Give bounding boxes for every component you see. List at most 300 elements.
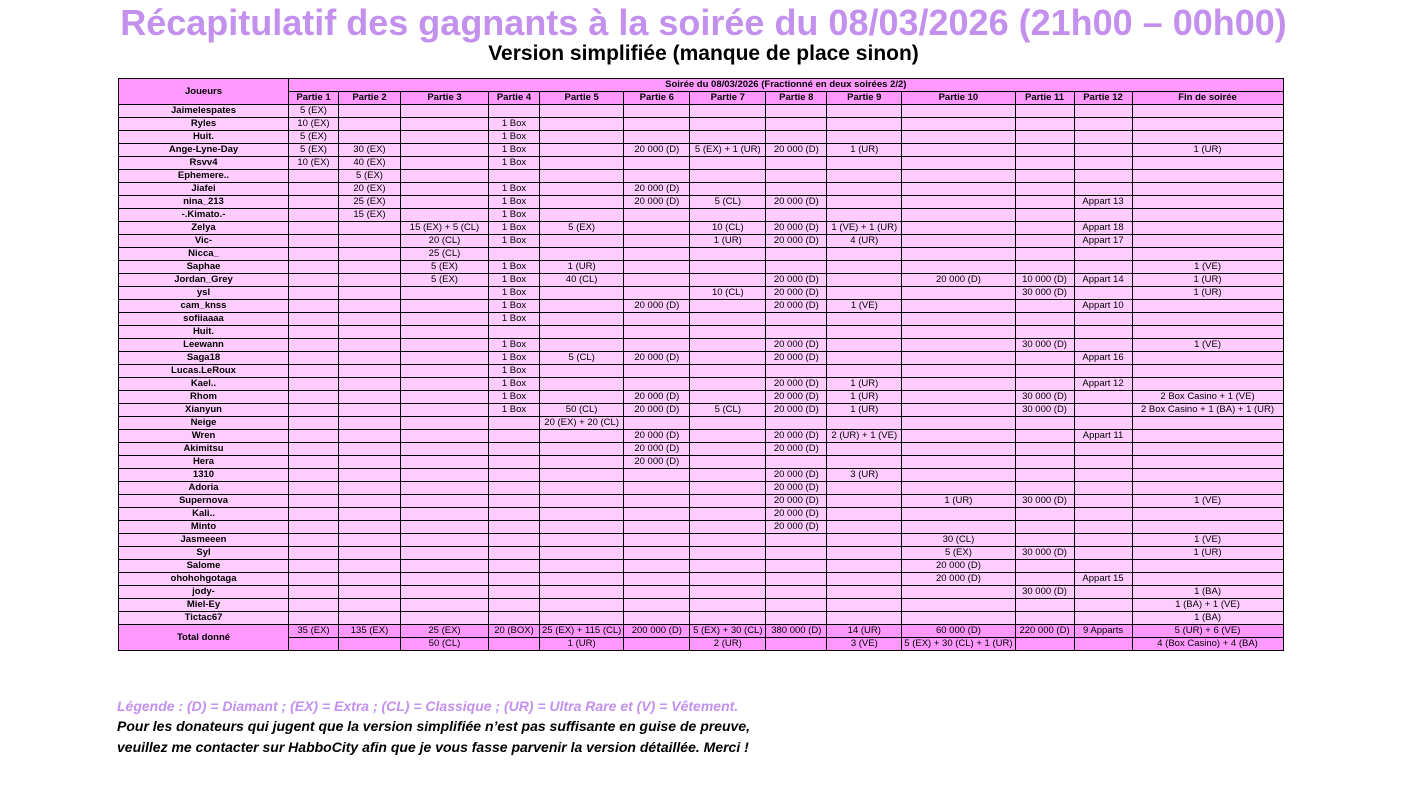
table-cell: 30 000 (D): [1015, 404, 1074, 417]
table-cell: [827, 521, 902, 534]
table-cell: [902, 118, 1015, 131]
table-cell: Appart 17: [1074, 235, 1132, 248]
table-cell: 1 (VE): [1132, 339, 1283, 352]
table-cell: [1015, 534, 1074, 547]
table-cell: 20 000 (D): [766, 508, 827, 521]
column-header-row: [119, 92, 1284, 105]
table-cell: [1015, 469, 1074, 482]
table-cell: [540, 365, 624, 378]
table-cell: 1 Box: [489, 131, 540, 144]
table-cell: [690, 469, 766, 482]
table-cell: [401, 391, 489, 404]
column-header: Partie 2: [339, 92, 401, 105]
table-cell: 5 (EX): [401, 274, 489, 287]
table-row: [119, 521, 1284, 534]
table-cell: [339, 430, 401, 443]
table-cell: 1 Box: [489, 157, 540, 170]
table-cell: [624, 274, 690, 287]
table-cell: 1 (BA): [1132, 612, 1283, 625]
table-cell: [339, 443, 401, 456]
table-cell: [1132, 326, 1283, 339]
table-cell: 20 000 (D): [902, 274, 1015, 287]
table-cell: [289, 378, 339, 391]
table-cell: [401, 339, 489, 352]
player-name: Rsvv4: [119, 157, 289, 170]
table-cell: [339, 287, 401, 300]
player-name: Vic-: [119, 235, 289, 248]
total-cell: 60 000 (D): [902, 625, 1015, 638]
table-row: [119, 326, 1284, 339]
table-cell: [902, 391, 1015, 404]
table-cell: [1015, 261, 1074, 274]
table-cell: [339, 508, 401, 521]
table-cell: [401, 482, 489, 495]
table-cell: 1 Box: [489, 300, 540, 313]
table-cell: [289, 599, 339, 612]
table-cell: [339, 573, 401, 586]
table-cell: [690, 612, 766, 625]
table-cell: [1132, 248, 1283, 261]
table-row: [119, 586, 1284, 599]
table-cell: [827, 339, 902, 352]
table-cell: [827, 599, 902, 612]
table-cell: [766, 105, 827, 118]
table-cell: 20 (CL): [401, 235, 489, 248]
total-cell: 35 (EX): [289, 625, 339, 638]
table-cell: 5 (CL): [690, 196, 766, 209]
player-name: Rhom: [119, 391, 289, 404]
table-cell: [902, 586, 1015, 599]
table-row: [119, 495, 1284, 508]
table-cell: [766, 560, 827, 573]
table-cell: 1 Box: [489, 144, 540, 157]
table-cell: 20 000 (D): [766, 144, 827, 157]
table-cell: [1132, 196, 1283, 209]
table-cell: [401, 417, 489, 430]
table-cell: 20 000 (D): [766, 287, 827, 300]
table-cell: [827, 105, 902, 118]
table-cell: [489, 560, 540, 573]
table-cell: [902, 222, 1015, 235]
table-cell: [1015, 352, 1074, 365]
table-cell: [766, 547, 827, 560]
player-name: Jiafei: [119, 183, 289, 196]
table-cell: [401, 118, 489, 131]
table-cell: [339, 547, 401, 560]
table-cell: [489, 547, 540, 560]
table-cell: [624, 599, 690, 612]
table-cell: [339, 313, 401, 326]
player-name: Saphae: [119, 261, 289, 274]
table-cell: [827, 365, 902, 378]
table-cell: [401, 573, 489, 586]
table-cell: [827, 313, 902, 326]
table-cell: [289, 365, 339, 378]
table-cell: [1074, 508, 1132, 521]
table-cell: [827, 495, 902, 508]
table-cell: [289, 430, 339, 443]
table-cell: [1074, 534, 1132, 547]
table-cell: [401, 209, 489, 222]
table-cell: [401, 196, 489, 209]
table-cell: [1074, 482, 1132, 495]
table-cell: [1015, 573, 1074, 586]
table-cell: [690, 118, 766, 131]
table-row: [119, 274, 1284, 287]
table-cell: [690, 391, 766, 404]
table-cell: [827, 456, 902, 469]
table-cell: [1132, 573, 1283, 586]
total-cell: [489, 638, 540, 651]
table-row: [119, 248, 1284, 261]
table-cell: [401, 326, 489, 339]
table-cell: [902, 352, 1015, 365]
table-cell: [1132, 313, 1283, 326]
table-cell: [1015, 157, 1074, 170]
table-cell: 30 000 (D): [1015, 339, 1074, 352]
table-cell: [690, 248, 766, 261]
table-cell: [1132, 521, 1283, 534]
table-cell: Appart 12: [1074, 378, 1132, 391]
total-cell: 5 (EX) + 30 (CL) + 1 (UR): [902, 638, 1015, 651]
table-cell: 30 000 (D): [1015, 391, 1074, 404]
table-row: [119, 547, 1284, 560]
table-cell: 5 (CL): [690, 404, 766, 417]
table-cell: [289, 313, 339, 326]
table-row: [119, 339, 1284, 352]
table-cell: [827, 482, 902, 495]
table-cell: [339, 118, 401, 131]
table-cell: 1 (UR): [1132, 144, 1283, 157]
total-cell: 3 (VE): [827, 638, 902, 651]
table-cell: [401, 456, 489, 469]
table-cell: Appart 16: [1074, 352, 1132, 365]
table-cell: 20 000 (D): [766, 222, 827, 235]
table-cell: [339, 131, 401, 144]
table-cell: [540, 287, 624, 300]
table-cell: [339, 469, 401, 482]
table-cell: [766, 248, 827, 261]
table-cell: [902, 521, 1015, 534]
table-cell: [1074, 521, 1132, 534]
table-row: [119, 430, 1284, 443]
column-header: Partie 5: [540, 92, 624, 105]
table-cell: [827, 118, 902, 131]
table-cell: [540, 469, 624, 482]
table-cell: [690, 300, 766, 313]
player-name: sofiiaaaa: [119, 313, 289, 326]
table-cell: [902, 599, 1015, 612]
table-cell: 10 (EX): [289, 157, 339, 170]
total-cell: 135 (EX): [339, 625, 401, 638]
table-cell: 1 Box: [489, 365, 540, 378]
table-cell: Appart 15: [1074, 573, 1132, 586]
table-cell: [1132, 170, 1283, 183]
player-name: Adoria: [119, 482, 289, 495]
player-name: Zelya: [119, 222, 289, 235]
table-cell: [489, 482, 540, 495]
column-header: Partie 7: [690, 92, 766, 105]
player-name: Salome: [119, 560, 289, 573]
table-cell: [1074, 157, 1132, 170]
table-cell: [1015, 365, 1074, 378]
table-cell: [766, 326, 827, 339]
table-cell: 10 (EX): [289, 118, 339, 131]
table-cell: 20 000 (D): [766, 235, 827, 248]
table-cell: 20 000 (D): [624, 183, 690, 196]
table-cell: [902, 196, 1015, 209]
table-cell: [902, 430, 1015, 443]
table-cell: [339, 365, 401, 378]
table-cell: [1074, 248, 1132, 261]
player-name: Tictac67: [119, 612, 289, 625]
table-cell: 1 Box: [489, 118, 540, 131]
table-cell: [766, 183, 827, 196]
table-cell: [289, 560, 339, 573]
table-cell: 20 000 (D): [766, 196, 827, 209]
table-cell: [1074, 404, 1132, 417]
table-cell: [339, 274, 401, 287]
table-cell: [489, 521, 540, 534]
table-cell: [1074, 391, 1132, 404]
table-cell: [1015, 430, 1074, 443]
table-cell: 10 (CL): [690, 287, 766, 300]
table-cell: [827, 157, 902, 170]
table-cell: [339, 378, 401, 391]
table-cell: [401, 287, 489, 300]
table-cell: 20 000 (D): [624, 391, 690, 404]
table-cell: [1015, 209, 1074, 222]
total-cell: [289, 638, 339, 651]
table-cell: 20 000 (D): [766, 469, 827, 482]
table-cell: 20 000 (D): [766, 495, 827, 508]
table-cell: 1 (UR): [1132, 274, 1283, 287]
table-cell: [1015, 222, 1074, 235]
table-cell: [489, 248, 540, 261]
table-cell: 20 000 (D): [624, 300, 690, 313]
table-cell: [902, 170, 1015, 183]
table-cell: [540, 612, 624, 625]
table-cell: 20 000 (D): [902, 573, 1015, 586]
table-cell: [624, 417, 690, 430]
player-name: Jasmeeen: [119, 534, 289, 547]
table-cell: [540, 508, 624, 521]
table-cell: [766, 612, 827, 625]
table-cell: [1132, 378, 1283, 391]
table-cell: 1 Box: [489, 391, 540, 404]
table-cell: Appart 10: [1074, 300, 1132, 313]
table-cell: [624, 222, 690, 235]
player-name: cam_knss: [119, 300, 289, 313]
table-row: [119, 534, 1284, 547]
table-cell: 1 (UR): [690, 235, 766, 248]
table-cell: 20 000 (D): [624, 404, 690, 417]
table-cell: [766, 118, 827, 131]
table-cell: [1015, 131, 1074, 144]
table-cell: [339, 339, 401, 352]
table-cell: [339, 495, 401, 508]
table-cell: [1015, 183, 1074, 196]
total-cell: 14 (UR): [827, 625, 902, 638]
table-cell: 30 000 (D): [1015, 495, 1074, 508]
table-cell: [540, 599, 624, 612]
table-cell: [624, 105, 690, 118]
winners-table: [118, 78, 1284, 651]
table-cell: [624, 313, 690, 326]
player-name: Huit.: [119, 326, 289, 339]
table-cell: [1015, 521, 1074, 534]
table-cell: [1074, 287, 1132, 300]
table-cell: [401, 157, 489, 170]
table-cell: [489, 469, 540, 482]
table-cell: [289, 547, 339, 560]
table-cell: 20 000 (D): [766, 404, 827, 417]
table-cell: [624, 248, 690, 261]
table-row: [119, 404, 1284, 417]
table-cell: [902, 235, 1015, 248]
table-cell: [902, 482, 1015, 495]
table-cell: 20 000 (D): [624, 430, 690, 443]
table-cell: [1074, 443, 1132, 456]
table-cell: [1132, 118, 1283, 131]
table-cell: [540, 131, 624, 144]
table-cell: [1132, 105, 1283, 118]
table-cell: [401, 521, 489, 534]
table-cell: [401, 430, 489, 443]
table-cell: [540, 157, 624, 170]
table-cell: [827, 326, 902, 339]
player-name: Saga18: [119, 352, 289, 365]
table-cell: 3 (UR): [827, 469, 902, 482]
table-cell: [401, 586, 489, 599]
table-cell: [766, 170, 827, 183]
table-cell: [690, 560, 766, 573]
column-header: Partie 4: [489, 92, 540, 105]
table-cell: 20 000 (D): [624, 352, 690, 365]
table-row: [119, 417, 1284, 430]
table-cell: [289, 521, 339, 534]
table-cell: [289, 274, 339, 287]
table-cell: [690, 131, 766, 144]
table-cell: 1 (UR): [902, 495, 1015, 508]
column-header: Partie 1: [289, 92, 339, 105]
table-cell: [401, 495, 489, 508]
table-cell: [902, 456, 1015, 469]
table-cell: [401, 170, 489, 183]
table-cell: [766, 573, 827, 586]
table-cell: [540, 443, 624, 456]
table-cell: 1 (UR): [1132, 287, 1283, 300]
table-cell: [489, 495, 540, 508]
table-row: [119, 235, 1284, 248]
table-cell: 1 (UR): [540, 261, 624, 274]
table-cell: [401, 547, 489, 560]
table-cell: [1015, 105, 1074, 118]
table-cell: [827, 196, 902, 209]
table-cell: [401, 105, 489, 118]
table-cell: [1074, 118, 1132, 131]
table-cell: [540, 209, 624, 222]
table-cell: 5 (EX): [401, 261, 489, 274]
table-cell: 1 (UR): [827, 378, 902, 391]
table-cell: 15 (EX) + 5 (CL): [401, 222, 489, 235]
table-cell: [690, 456, 766, 469]
table-cell: [1132, 300, 1283, 313]
table-cell: [289, 508, 339, 521]
total-cell: [1074, 638, 1132, 651]
table-cell: [690, 183, 766, 196]
table-cell: 2 Box Casino + 1 (VE): [1132, 391, 1283, 404]
table-cell: [1015, 300, 1074, 313]
table-cell: [289, 404, 339, 417]
table-cell: [766, 313, 827, 326]
column-header: Partie 10: [902, 92, 1015, 105]
table-cell: [1074, 183, 1132, 196]
table-cell: [1132, 183, 1283, 196]
table-cell: [827, 560, 902, 573]
table-cell: [827, 508, 902, 521]
table-cell: [766, 599, 827, 612]
table-cell: [1074, 131, 1132, 144]
table-row: [119, 131, 1284, 144]
table-cell: 1 Box: [489, 287, 540, 300]
table-cell: 25 (CL): [401, 248, 489, 261]
table-row: [119, 313, 1284, 326]
table-cell: [1074, 144, 1132, 157]
table-cell: 15 (EX): [339, 209, 401, 222]
table-cell: [1015, 326, 1074, 339]
table-cell: [1132, 222, 1283, 235]
table-cell: 5 (EX) + 1 (UR): [690, 144, 766, 157]
table-cell: [289, 456, 339, 469]
player-name: Kael..: [119, 378, 289, 391]
table-row: [119, 183, 1284, 196]
table-cell: [902, 326, 1015, 339]
table-cell: [690, 521, 766, 534]
table-cell: [1074, 170, 1132, 183]
table-cell: [401, 352, 489, 365]
table-cell: Appart 11: [1074, 430, 1132, 443]
table-cell: [401, 378, 489, 391]
table-cell: Appart 18: [1074, 222, 1132, 235]
table-cell: [902, 404, 1015, 417]
table-cell: [902, 313, 1015, 326]
table-cell: 20 000 (D): [902, 560, 1015, 573]
table-cell: [624, 573, 690, 586]
table-cell: [540, 183, 624, 196]
table-cell: [339, 248, 401, 261]
table-cell: [1015, 560, 1074, 573]
total-cell: 20 (BOX): [489, 625, 540, 638]
table-cell: [827, 287, 902, 300]
table-cell: 30 000 (D): [1015, 547, 1074, 560]
table-cell: 1 (VE): [1132, 495, 1283, 508]
table-cell: [827, 352, 902, 365]
table-cell: 5 (EX): [339, 170, 401, 183]
player-name: Kali..: [119, 508, 289, 521]
table-row: [119, 599, 1284, 612]
player-name: ysl: [119, 287, 289, 300]
table-cell: 20 000 (D): [766, 339, 827, 352]
table-cell: [540, 586, 624, 599]
table-cell: [401, 313, 489, 326]
table-cell: [827, 131, 902, 144]
table-cell: 1 Box: [489, 404, 540, 417]
table-cell: [540, 235, 624, 248]
table-cell: [1015, 118, 1074, 131]
table-cell: [690, 573, 766, 586]
table-cell: [624, 209, 690, 222]
